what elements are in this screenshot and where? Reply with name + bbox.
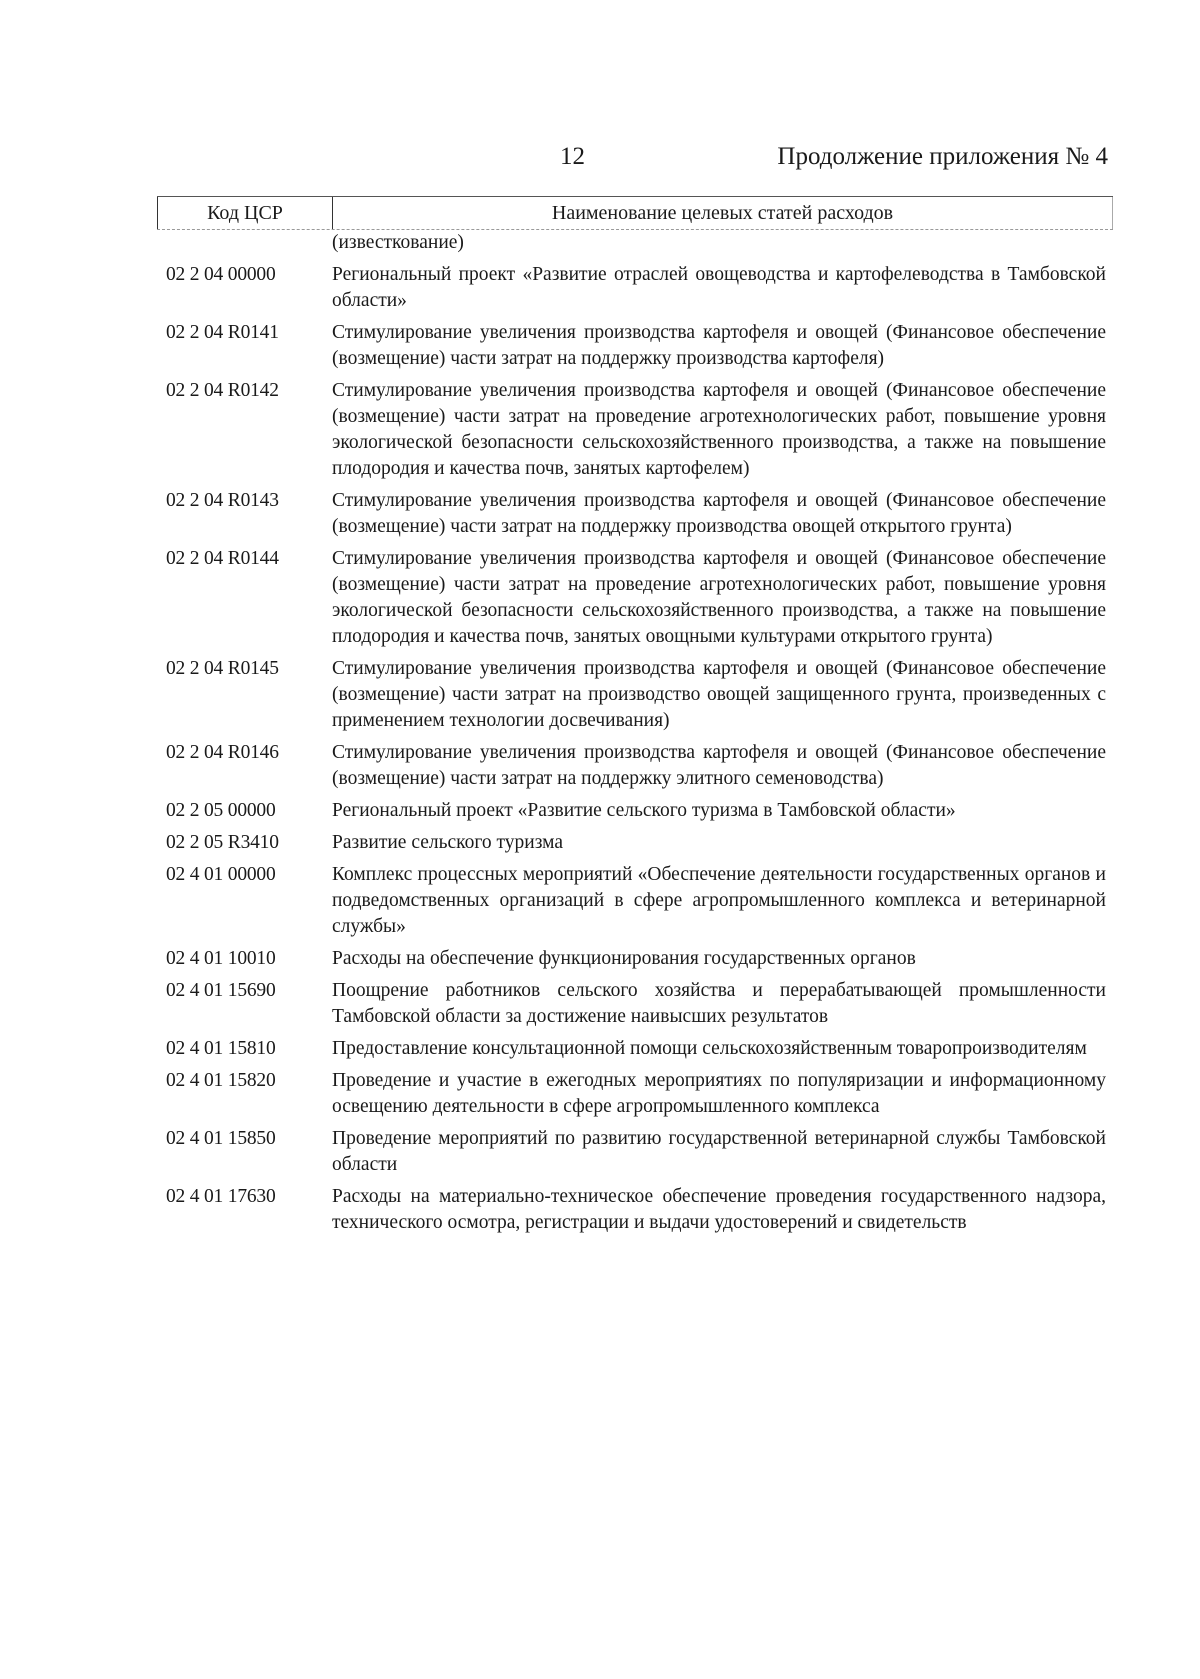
row-code: 02 4 01 15810 [166,1038,276,1059]
row-name: Поощрение работников сельского хозяйства и перерабатывающей промышленности Тамбовской области за достижение наивысших результатов [332,980,1106,1027]
table-row [166,262,1106,314]
table-row [166,946,1106,972]
row-code: 02 2 04 R0144 [166,548,279,569]
column-header-name: Наименование целевых статей расходов [333,197,1113,229]
table-row [166,1126,1106,1178]
table-row [166,230,1106,256]
table-row [166,546,1106,650]
row-code: 02 4 01 15820 [166,1070,276,1091]
row-code: 02 4 01 10010 [166,948,276,969]
row-code: 02 4 01 15690 [166,980,276,1001]
row-code: 02 2 04 R0143 [166,490,279,511]
table-row [166,1036,1106,1062]
table-row [166,830,1106,856]
row-name: Стимулирование увеличения производства картофеля и овощей (Финансовое обеспечение (возмещение) части затрат на поддержку производства овощей открытого грунта) [332,490,1106,537]
row-name: Региональный проект «Развитие сельского туризма в Тамбовской области» [332,800,956,821]
row-name: Предоставление консультационной помощи сельскохозяйственным товаропроизводителям [332,1038,1087,1059]
row-code: 02 2 04 R0145 [166,658,279,679]
row-code: 02 4 01 15850 [166,1128,276,1149]
table-row [166,798,1106,824]
row-code: 02 2 05 00000 [166,800,276,821]
row-code: 02 4 01 00000 [166,864,276,885]
row-code: 02 2 04 R0142 [166,380,279,401]
row-name: Региональный проект «Развитие отраслей овощеводства и картофелеводства в Тамбовской области» [332,264,1106,311]
table-row [166,1184,1106,1236]
row-code: 02 2 04 R0141 [166,322,279,343]
table-row [166,1068,1106,1120]
table-row [166,378,1106,482]
page-caption: Продолжение приложения № 4 [777,143,1108,170]
row-name: Стимулирование увеличения производства картофеля и овощей (Финансовое обеспечение (возмещение) части затрат на проведение агротехнологических работ, повышение уровня экологической безопасности сельскохозяйственного производства, а также на повышение плодородия и качества почв, занятых овощными культурами открытого грунта) [332,548,1106,647]
row-name: Комплекс процессных мероприятий «Обеспечение деятельности государственных органов и подведомственных организаций в сфере агропромышленного комплекса и ветеринарной службы» [332,864,1106,937]
row-name: Развитие сельского туризма [332,832,564,853]
column-header-code: Код ЦСР [157,197,333,229]
table-row [166,320,1106,372]
row-name: Расходы на обеспечение функционирования государственных органов [332,948,916,969]
row-name: Стимулирование увеличения производства картофеля и овощей (Финансовое обеспечение (возмещение) части затрат на поддержку элитного семеноводства) [332,742,1106,789]
row-code: 02 2 04 00000 [166,264,276,285]
table-body [166,230,1106,1242]
row-name: Стимулирование увеличения производства картофеля и овощей (Финансовое обеспечение (возмещение) части затрат на производство овощей защищенного грунта, произведенных с применением технологии досвечивания) [332,658,1106,731]
row-name: Проведение и участие в ежегодных мероприятиях по популяризации и информационному освещению деятельности в сфере агропромышленного комплекса [332,1070,1106,1117]
row-name: Расходы на материально-техническое обеспечение проведения государственного надзора, технического осмотра, регистрации и выдачи удостоверений и свидетельств [332,1186,1106,1233]
table-row [166,740,1106,792]
table-row [166,978,1106,1030]
row-name: Стимулирование увеличения производства картофеля и овощей (Финансовое обеспечение (возмещение) части затрат на проведение агротехнологических работ, повышение уровня экологической безопасности сельскохозяйственного производства, а также на повышение плодородия и качества почв, занятых картофелем) [332,380,1106,479]
table-header [157,196,1113,230]
row-name: (известкование) [332,232,464,253]
row-code: 02 2 05 R3410 [166,832,279,853]
row-name: Стимулирование увеличения производства картофеля и овощей (Финансовое обеспечение (возмещение) части затрат на поддержку производства картофеля) [332,322,1106,369]
table-row [166,862,1106,940]
row-name: Проведение мероприятий по развитию государственной ветеринарной службы Тамбовской области [332,1128,1106,1175]
table-row [166,656,1106,734]
row-code: 02 2 04 R0146 [166,742,279,763]
table-row [166,488,1106,540]
page-number: 12 [560,143,585,170]
row-code: 02 4 01 17630 [166,1186,276,1207]
